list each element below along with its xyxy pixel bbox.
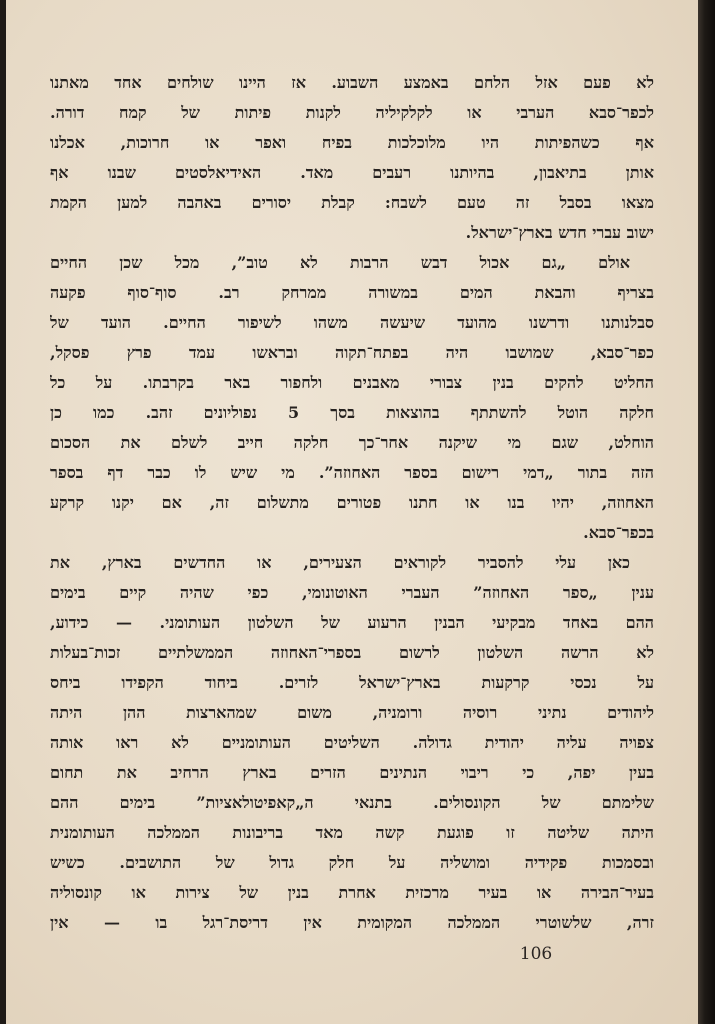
paragraph-1 [50,68,654,248]
page-number: 106 [519,944,553,964]
text-line: חלקה הוטל להשתתף בהוצאות בסך 5 נפוליונים זהב. כמו כן [50,403,654,422]
text-line: בכפר־סבא. [583,523,654,542]
text-line: צפויה עליה יהודית גדולה. השליטים העותומניים לא ראו אותה [50,733,654,752]
text-line: כפר־סבא, שמושבו היה בפתח־תקוה ובראשו עמד פרץ פסקל, [50,343,654,362]
text-line: בעיר־הבירה או בעיר מרכזית אחרת בנין של צירות או קונסוליה [50,883,654,902]
paragraph-2 [50,248,654,548]
text-line: אולם „גם אכול דבש הרבות לא טוב”, מכל שכן החיים [50,253,630,272]
text-line: ליהודים נתיני רוסיה ורומניה, משום שמהארצות ההן היתה [50,703,654,722]
text-line: החליט להקים בנין צבורי מאבנים ולחפור באר בקרבתו. על כל [50,373,654,392]
text-line: כאן עלי להסביר לקוראים הצעירים, או החדשים בארץ, את [50,553,630,572]
text-line: שלימתם של הקונסולים. בתנאי ה„קאפיטולאציות” בימים ההם [50,793,654,812]
text-line: הוחלט, שגם מי שיקנה אחר־כך חלקה חייב לשלם את הסכום [50,433,654,452]
paragraph-3 [50,548,654,938]
book-page [6,0,698,1024]
text-line: בצריף והבאת המים במשורה ממרחק רב. סוף־סוף פקעה [50,283,654,302]
text-line: לכפר־סבא הערבי או לקלקיליה לקנות פיתות של קמח דורה. [50,103,654,122]
text-line: ובסמכות פקידיה ומושליה על חלק גדול של התושבים. כשיש [50,853,654,872]
text-line: אף כשהפיתות היו מלוכלכות בפיח ואפר או חרוכות, אכלנו [50,133,654,152]
text-line: זרה, שלשוטרי הממלכה המקומית אין דריסת־רגל בו — אין [50,913,654,932]
text-line: על נכסי קרקעות בארץ־ישראל לזרים. ביחוד הקפידו ביחס [50,673,654,692]
body-text [50,68,654,938]
text-line: ענין „ספר האחוזה” העברי האוטונומי, כפי שהיה קיים בימים [50,583,654,602]
text-line: היתה שליטה זו פוגעת קשה מאד בריבונות הממלכה העותומנית [50,823,654,842]
text-line: סבלנותנו ודרשנו מהועד שיעשה משהו לשיפור החיים. הועד של [50,313,654,332]
text-line: לא פעם אזל הלחם באמצע השבוע. אז היינו שולחים אחד מאתנו [50,73,654,92]
text-line: האחוזה, יהיו בנו או חתנו פטורים מתשלום זה, אם יקנו קרקע [50,493,654,512]
book-spine-shadow [698,0,715,1024]
text-line: ישוב עברי חדש בארץ־ישראל. [465,223,654,242]
text-line: הזה בתור „דמי רישום בספר האחוזה”. מי שיש לו כבר דף בספר [50,463,654,482]
text-line: ההם באחד מבקיעי הבנין הרעוע של השלטון העותומני. — כידוע, [50,613,654,632]
text-line: לא הרשה השלטון לרשום בספרי־האחוזה הממשלתיים זכות־בעלות [50,643,654,662]
text-line: אותן בתיאבון, בהיותנו רעבים מאד. האידיאלסטים שבנו אף [50,163,654,182]
text-line: בעין יפה, כי ריבוי הנתינים הזרים בארץ הרחיב את תחום [50,763,654,782]
text-line: מצאו בסבל זה טעם לשבח: קבלת יסורים באהבה למען הקמת [50,193,654,212]
